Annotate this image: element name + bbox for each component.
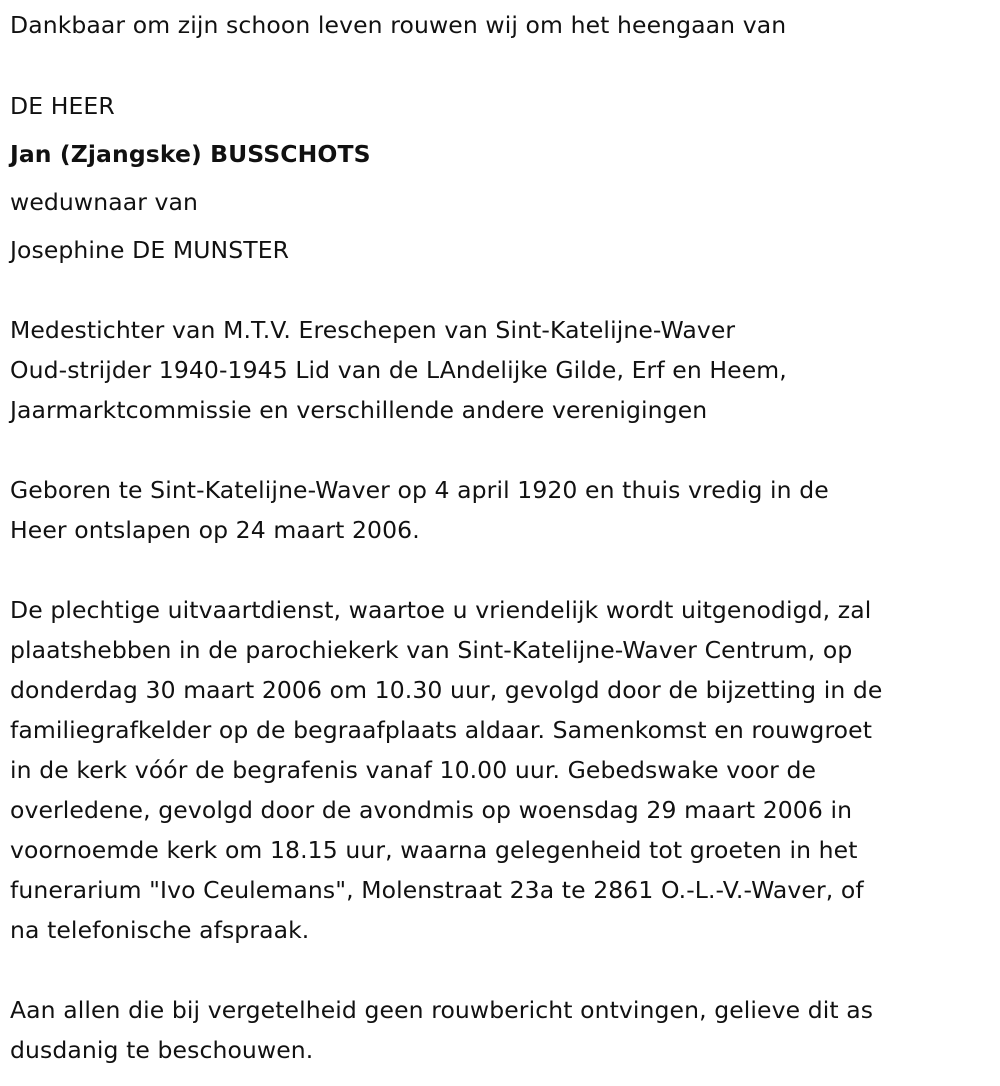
title-prefix: DE HEER	[10, 92, 115, 120]
funeral-line: De plechtige uitvaartdienst, waartoe u vriendelijk wordt uitgenodigd, zal	[10, 596, 872, 624]
closing-line: dusdanig te beschouwen.	[10, 1036, 314, 1064]
funeral-line: overledene, gevolgd door de avondmis op woensdag 29 maart 2006 in	[10, 796, 853, 824]
funeral-line: voornoemde kerk om 18.15 uur, waarna gelegenheid tot groeten in het	[10, 836, 858, 864]
funeral-line: donderdag 30 maart 2006 om 10.30 uur, gevolgd door de bijzetting in de	[10, 676, 883, 704]
funeral-line: familiegrafkelder op de begraafplaats aldaar. Samenkomst en rouwgroet	[10, 716, 873, 744]
closing-line: Aan allen die bij vergetelheid geen rouwbericht ontvingen, gelieve dit as	[10, 996, 874, 1024]
funeral-line: funerarium "Ivo Ceulemans", Molenstraat 23a te 2861 O.-L.-V.-Waver, of	[10, 876, 864, 904]
funeral-line: na telefonische afspraak.	[10, 916, 310, 944]
birth-death-line: Heer ontslapen op 24 maart 2006.	[10, 516, 420, 544]
funeral-line: in de kerk vóór de begrafenis vanaf 10.00 uur. Gebedswake voor de	[10, 756, 817, 784]
spouse-name: Josephine DE MUNSTER	[10, 236, 290, 264]
intro-text: Dankbaar om zijn schoon leven rouwen wij om het heengaan van	[10, 11, 787, 39]
relation-text: weduwnaar van	[10, 188, 199, 216]
deceased-name: Jan (Zjangske) BUSSCHOTS	[10, 140, 371, 168]
birth-death-line: Geboren te Sint-Katelijne-Waver op 4 april 1920 en thuis vredig in de	[10, 476, 829, 504]
funeral-line: plaatshebben in de parochiekerk van Sint-Katelijne-Waver Centrum, op	[10, 636, 853, 664]
roles-line: Medestichter van M.T.V. Ereschepen van Sint-Katelijne-Waver	[10, 316, 736, 344]
roles-line: Jaarmarktcommissie en verschillende andere verenigingen	[10, 396, 708, 424]
roles-line: Oud-strijder 1940-1945 Lid van de LAndelijke Gilde, Erf en Heem,	[10, 356, 787, 384]
